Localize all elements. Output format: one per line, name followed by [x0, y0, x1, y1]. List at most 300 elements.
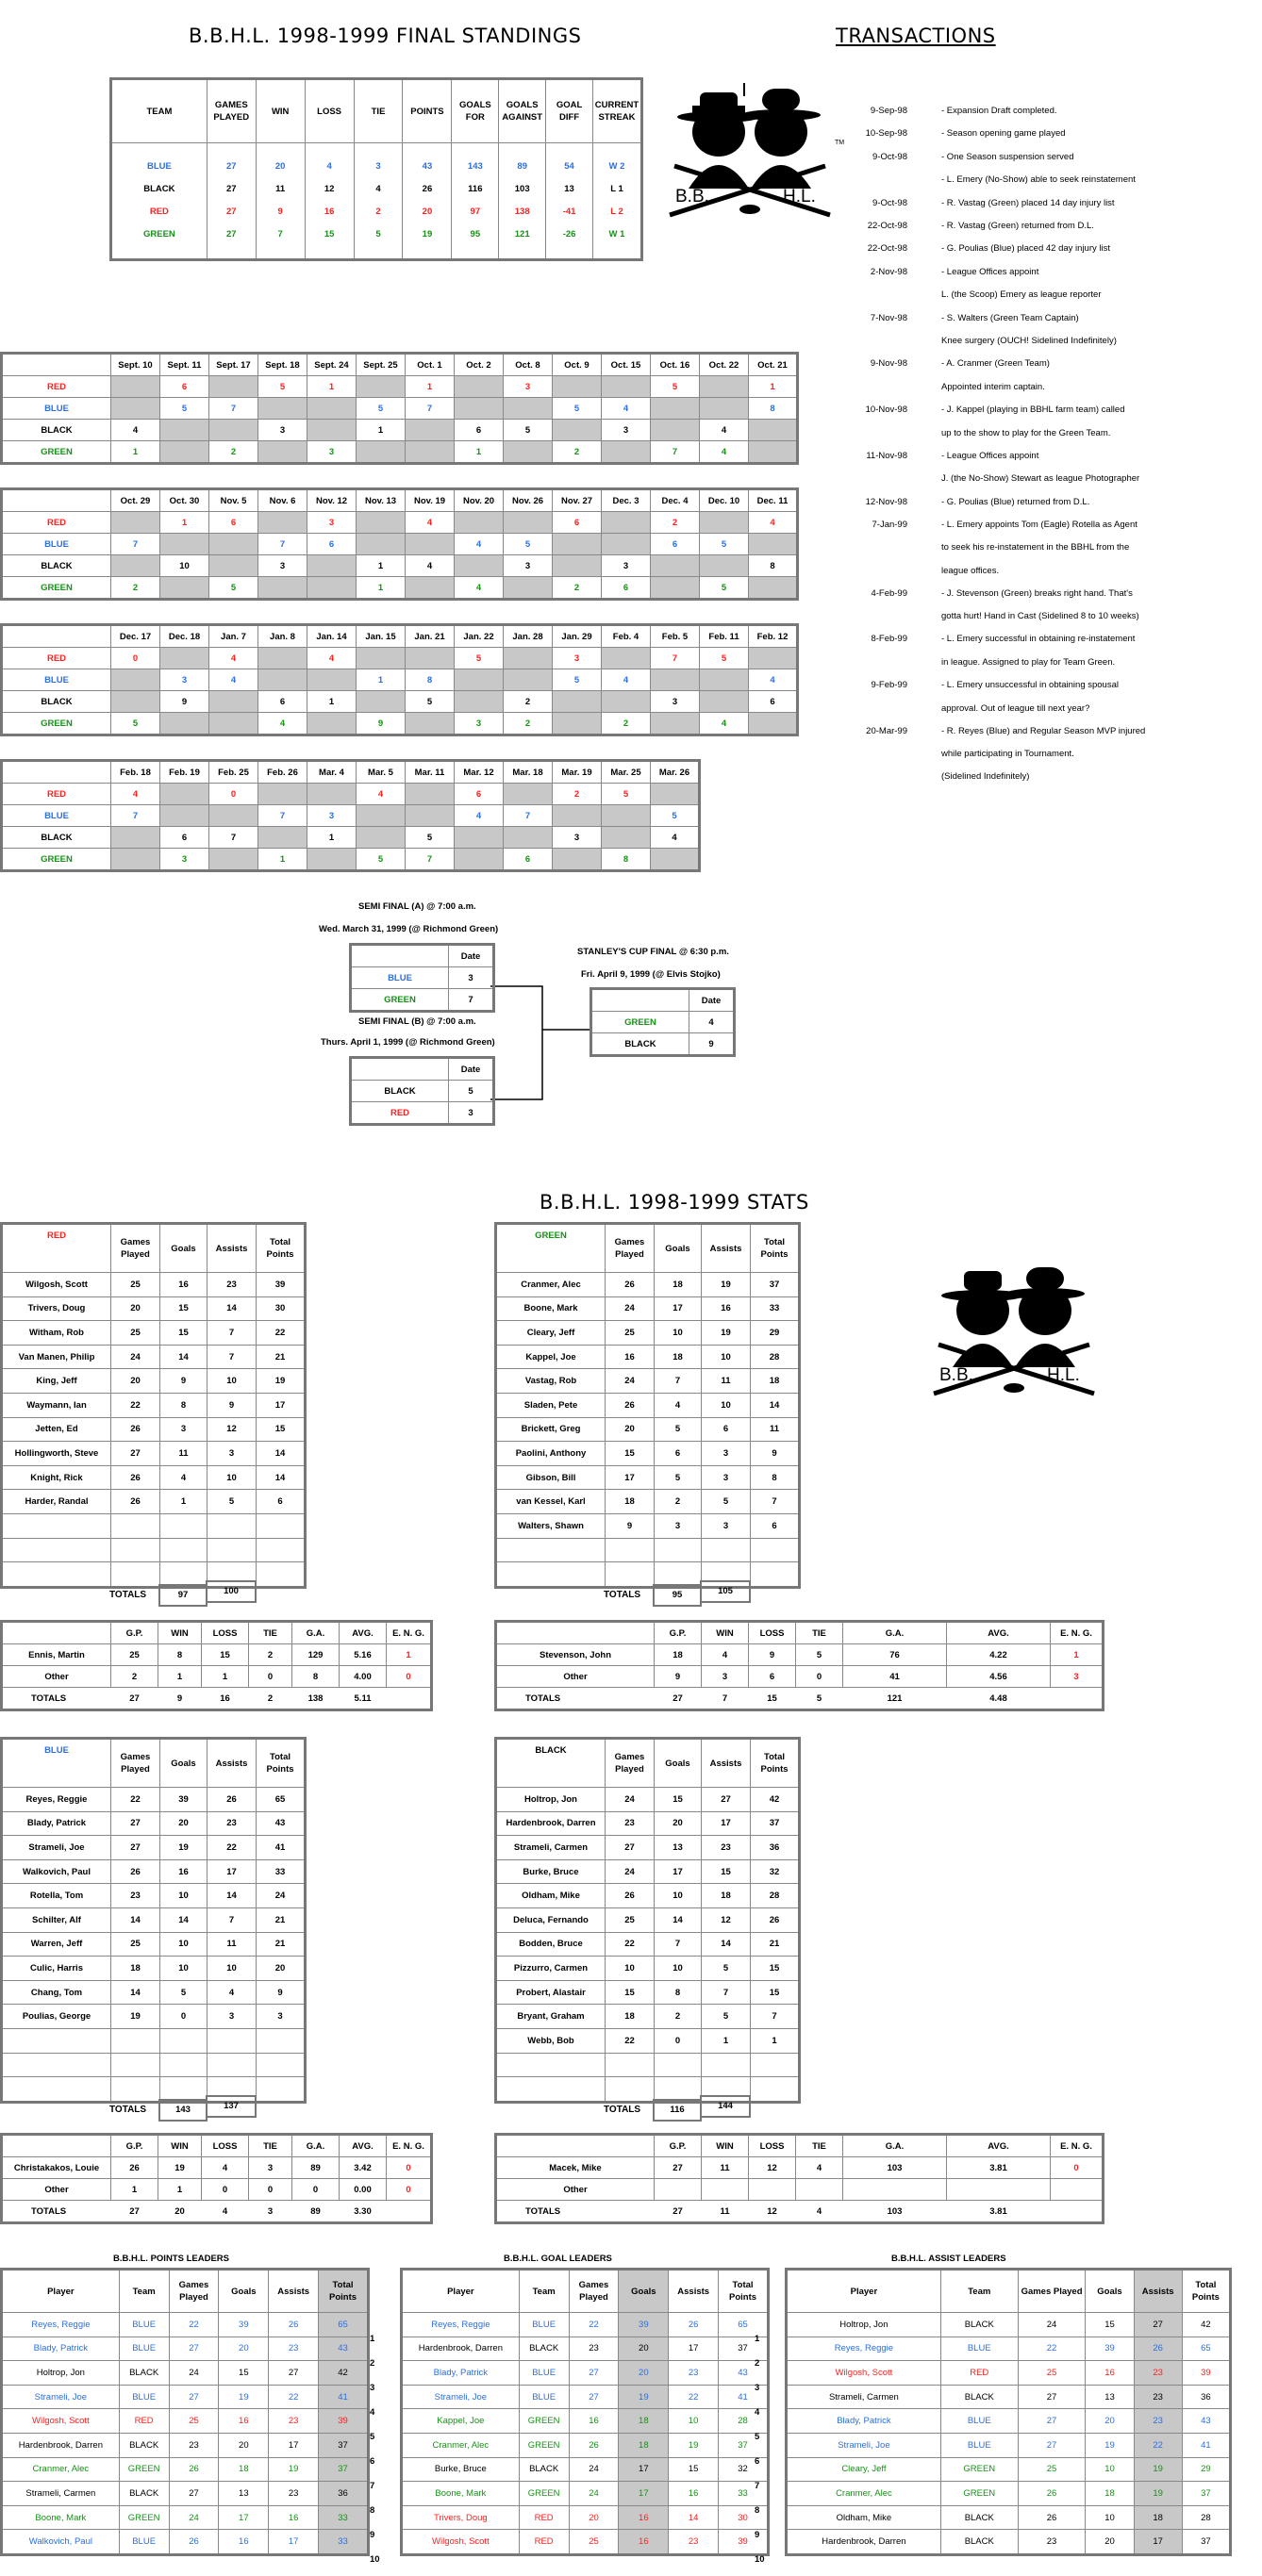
schedule-score: [651, 784, 700, 805]
schedule-score: [455, 398, 504, 420]
schedule-block: [0, 352, 799, 465]
standings-value: 43: [403, 155, 452, 177]
schedule-score: [111, 555, 160, 577]
leader-value: 16: [269, 2505, 319, 2530]
leader-value: 17: [269, 2530, 319, 2555]
schedule-score: 0: [111, 648, 160, 669]
transaction-text: - L. Emery (No-Show) able to seek reinstatement: [941, 174, 1136, 186]
team-stats-name: GREEN: [496, 1224, 606, 1273]
schedule-score: 5: [553, 398, 602, 420]
schedule-score: [357, 648, 406, 669]
leaders-header: Assists: [669, 2270, 719, 2313]
player-stat: 10: [606, 1957, 655, 1981]
schedule-score: [406, 648, 455, 669]
schedule-score: 4: [700, 441, 749, 464]
player-stat: 7: [702, 1980, 751, 2005]
player-stat: 17: [208, 1859, 257, 1884]
goalie-total: 7: [722, 1693, 728, 1704]
schedule-score: [504, 827, 553, 849]
player-stat: 24: [606, 1369, 655, 1394]
player-stat: [257, 2053, 306, 2077]
schedule-score: 6: [651, 534, 700, 555]
player-stat: 21: [257, 1345, 306, 1369]
leader-value: BLACK: [519, 2337, 569, 2361]
schedule-score: 4: [307, 648, 357, 669]
leader-value: 20: [219, 2433, 269, 2457]
leader-value: 43: [319, 2337, 369, 2361]
player-stat: 28: [751, 1345, 800, 1369]
schedule-score: [258, 827, 307, 849]
player-stat: 22: [606, 2028, 655, 2053]
leader-value: Hardenbrook, Darren: [787, 2530, 941, 2555]
player-stat: [606, 1562, 655, 1588]
leader-value: 65: [1182, 2337, 1230, 2361]
schedule-date: Nov. 19: [406, 489, 455, 512]
schedule-score: [307, 784, 357, 805]
team-stats-header: Assists: [702, 1224, 751, 1273]
player-stat: [751, 2053, 800, 2077]
leader-value: 42: [1182, 2313, 1230, 2337]
transaction-text: Appointed interim captain.: [941, 381, 1045, 392]
team-name: RED: [111, 200, 208, 223]
rank-number: 1: [370, 2334, 375, 2344]
player-stat: 18: [111, 1957, 160, 1981]
goalie-header: E. N. G.: [1051, 1622, 1104, 1644]
schedule-date: Oct. 30: [160, 489, 209, 512]
schedule-score: 5: [455, 648, 504, 669]
goalie-header: TIE: [796, 1622, 843, 1644]
goalie-stat: [796, 2179, 843, 2201]
schedule-score: 6: [160, 827, 209, 849]
player-stat: 16: [702, 1296, 751, 1321]
player-stat: 18: [655, 1345, 702, 1369]
league-logo-stats: [915, 1254, 1113, 1405]
schedule-score: 8: [602, 849, 651, 871]
transaction-date: 9-Oct-98: [872, 197, 907, 208]
schedule-block: [0, 759, 701, 872]
playoff-team: BLACK: [591, 1033, 689, 1056]
schedule-score: 4: [749, 512, 798, 534]
schedule-score: [209, 420, 258, 441]
player-stat: 21: [257, 1907, 306, 1932]
schedule-score: 4: [749, 669, 798, 691]
leader-value: 27: [1018, 2409, 1086, 2434]
player-stat: 16: [606, 1345, 655, 1369]
goalie-total: TOTALS: [31, 1693, 67, 1704]
transaction-text: (Sidelined Indefinitely): [941, 771, 1030, 783]
schedule-score: 2: [209, 441, 258, 464]
player-stat: 10: [655, 1884, 702, 1908]
leader-value: 22: [169, 2313, 219, 2337]
goalie-total: 4.48: [989, 1693, 1007, 1704]
totals-assists: 100: [206, 1580, 257, 1603]
schedule-date: Sept. 18: [258, 354, 307, 376]
player-stat: 3: [257, 2005, 306, 2029]
schedule-score: [602, 827, 651, 849]
spacer: [305, 245, 354, 260]
goalie-header: G.A.: [843, 1622, 947, 1644]
leader-value: GREEN: [519, 2433, 569, 2457]
leader-value: Blady, Patrick: [2, 2337, 120, 2361]
player-stat: [2, 2077, 111, 2103]
player-stat: Schilter, Alf: [2, 1907, 111, 1932]
player-stat: Jetten, Ed: [2, 1417, 111, 1442]
spacer: [546, 143, 593, 156]
standings-row: [111, 155, 642, 177]
transaction-date: 20-Mar-99: [866, 726, 907, 736]
rank-number: 2: [370, 2358, 375, 2369]
player-stat: 3: [160, 1417, 208, 1442]
spacer: [499, 143, 546, 156]
schedule-score: 3: [160, 849, 209, 871]
schedule-score: 4: [111, 420, 160, 441]
schedule-score: [602, 512, 651, 534]
player-stat: [606, 1538, 655, 1562]
playoff-score: 7: [449, 989, 494, 1012]
schedule-score: 5: [504, 420, 553, 441]
player-stat: Hardenbrook, Darren: [496, 1811, 606, 1836]
schedule-score: 7: [504, 805, 553, 827]
player-stat: [111, 1538, 160, 1562]
goalie-stat: 0: [387, 2179, 432, 2201]
goalie-total: 103: [887, 2205, 903, 2217]
goalie-stat: 19: [158, 2157, 202, 2179]
standings-value: 7: [256, 223, 305, 245]
player-stat: [496, 2077, 606, 2103]
leader-row: [787, 2530, 1231, 2555]
schedule-score: 5: [700, 534, 749, 555]
leader-value: 26: [1018, 2505, 1086, 2530]
goalie-stat: Ennis, Martin: [2, 1644, 111, 1666]
leader-value: 17: [219, 2505, 269, 2530]
player-stat: 8: [655, 1980, 702, 2005]
goalie-stat: 41: [843, 1666, 947, 1688]
leader-row: [2, 2530, 369, 2555]
player-stat: 25: [111, 1932, 160, 1957]
goalie-stat: 1: [158, 2179, 202, 2201]
schedule-date: Mar. 11: [406, 761, 455, 784]
player-stat: Deluca, Fernando: [496, 1907, 606, 1932]
player-stat: Waymann, Ian: [2, 1393, 111, 1417]
leader-value: 19: [269, 2457, 319, 2482]
team-name: GREEN: [111, 223, 208, 245]
player-stat: 11: [160, 1442, 208, 1466]
leader-value: 16: [619, 2505, 669, 2530]
leader-value: 43: [1182, 2409, 1230, 2434]
team-stats-header: Total Points: [751, 1224, 800, 1273]
player-stat: [702, 1538, 751, 1562]
schedule-score: 6: [307, 534, 357, 555]
leader-value: 25: [1018, 2361, 1086, 2386]
schedule-score: [553, 849, 602, 871]
schedule-score: 5: [111, 713, 160, 735]
goalie-header: LOSS: [749, 2135, 796, 2157]
standings-value: 12: [305, 177, 354, 200]
leader-value: 27: [169, 2337, 219, 2361]
transaction-date: 8-Feb-99: [871, 634, 907, 645]
leader-row: [2, 2361, 369, 2386]
schedule-score: 5: [406, 827, 455, 849]
player-stat: [2, 1562, 111, 1588]
schedule-score: [258, 784, 307, 805]
goalie-total: 27: [673, 2205, 683, 2217]
player-stat: 18: [751, 1369, 800, 1394]
totals-goals: 95: [653, 1584, 702, 1607]
leader-value: 19: [1134, 2457, 1182, 2482]
player-stat: 14: [111, 1907, 160, 1932]
goalie-stat: Other: [2, 2179, 111, 2201]
totals-label: TOTALS: [109, 2105, 147, 2115]
schedule-score: 8: [749, 398, 798, 420]
schedule-score: 5: [258, 376, 307, 398]
schedule-team: BLACK: [2, 555, 111, 577]
leaders-header: Assists: [269, 2270, 319, 2313]
player-stat: 15: [655, 1788, 702, 1812]
schedule-score: [258, 577, 307, 600]
schedule-team: BLUE: [2, 534, 111, 555]
leader-value: 23: [569, 2337, 619, 2361]
schedule-date: Jan. 21: [406, 625, 455, 648]
semi-final-a-box: [349, 943, 495, 1013]
player-stat: 5: [655, 1417, 702, 1442]
schedule-score: [111, 691, 160, 713]
schedule-score: 7: [651, 648, 700, 669]
goalie-stat: 9: [655, 1666, 702, 1688]
schedule-score: [111, 849, 160, 871]
date-header: Date: [449, 945, 494, 967]
player-stat: 17: [655, 1859, 702, 1884]
totals-label: TOTALS: [604, 2105, 641, 2115]
leader-row: [2, 2457, 369, 2482]
player-stat: 12: [702, 1907, 751, 1932]
schedule-score: [160, 648, 209, 669]
standings-value: 121: [499, 223, 546, 245]
svg-text:H.L.: H.L.: [783, 187, 816, 206]
player-stat: 21: [751, 1932, 800, 1957]
goalie-total: 5.11: [354, 1693, 372, 1704]
schedule-score: [111, 512, 160, 534]
goalie-total: TOTALS: [525, 2205, 561, 2217]
schedule-score: [700, 512, 749, 534]
schedule-score: [258, 398, 307, 420]
schedule-score: [651, 669, 700, 691]
schedule-score: 6: [504, 849, 553, 871]
leader-value: BLUE: [119, 2337, 169, 2361]
leader-value: 22: [269, 2385, 319, 2409]
goalie-stat: 8: [292, 1666, 340, 1688]
transaction-date: 4-Feb-99: [871, 588, 907, 599]
player-stat: 8: [160, 1393, 208, 1417]
player-stat: 26: [208, 1788, 257, 1812]
schedule-score: [455, 512, 504, 534]
leader-value: 23: [1134, 2409, 1182, 2434]
leader-value: Walkovich, Paul: [2, 2530, 120, 2555]
player-stat: [208, 2028, 257, 2053]
leader-value: 39: [1182, 2361, 1230, 2386]
goalie-stat: 15: [202, 1644, 249, 1666]
player-stat: Boone, Mark: [496, 1296, 606, 1321]
schedule-score: 3: [602, 555, 651, 577]
leader-value: 19: [1086, 2433, 1134, 2457]
goalie-total: [1051, 2201, 1104, 2223]
player-stat: [160, 2028, 208, 2053]
player-stat: [257, 1538, 306, 1562]
player-stat: [160, 1513, 208, 1538]
leader-value: RED: [119, 2409, 169, 2434]
schedule-score: [749, 441, 798, 464]
schedule-score: 4: [602, 398, 651, 420]
player-stat: 4: [160, 1465, 208, 1490]
leader-value: Kappel, Joe: [402, 2409, 520, 2434]
player-stat: Strameli, Joe: [2, 1836, 111, 1860]
goalie-stat: Macek, Mike: [496, 2157, 655, 2179]
leader-value: BLACK: [119, 2433, 169, 2457]
leader-row: [2, 2409, 369, 2434]
player-stat: 18: [606, 1490, 655, 1514]
goalie-stat: 1: [387, 1644, 432, 1666]
goalie-stat: 89: [292, 2157, 340, 2179]
schedule-score: [357, 827, 406, 849]
corner-cell: [2, 489, 111, 512]
schedule-date: Nov. 27: [553, 489, 602, 512]
schedule-score: 5: [602, 784, 651, 805]
schedule-score: 1: [357, 420, 406, 441]
schedule-score: [504, 398, 553, 420]
leader-row: [787, 2457, 1231, 2482]
player-stat: 3: [702, 1465, 751, 1490]
schedule-score: 7: [258, 805, 307, 827]
schedule-score: 6: [160, 376, 209, 398]
schedule-score: 1: [160, 512, 209, 534]
schedule-score: 4: [209, 669, 258, 691]
player-stat: Van Manen, Philip: [2, 1345, 111, 1369]
playoff-team: BLACK: [351, 1081, 449, 1102]
leader-row: [402, 2313, 769, 2337]
transaction-text: - J. Stevenson (Green) breaks right hand. That's: [941, 588, 1133, 599]
schedule-score: 5: [357, 849, 406, 871]
player-stat: 14: [111, 1980, 160, 2005]
schedule-date: Oct. 22: [700, 354, 749, 376]
schedule-score: [504, 648, 553, 669]
rank-number: 4: [370, 2407, 375, 2418]
schedule-date: Feb. 4: [602, 625, 651, 648]
player-stat: 32: [751, 1859, 800, 1884]
schedule-score: [455, 376, 504, 398]
leader-value: 18: [1086, 2482, 1134, 2506]
leader-value: BLACK: [940, 2385, 1018, 2409]
player-stat: Harder, Randal: [2, 1490, 111, 1514]
schedule-date: Mar. 4: [307, 761, 357, 784]
player-stat: Blady, Patrick: [2, 1811, 111, 1836]
player-stat: 5: [208, 1490, 257, 1514]
player-stat: 26: [111, 1417, 160, 1442]
player-stat: Gibson, Bill: [496, 1465, 606, 1490]
goalie-total: 2: [267, 1693, 274, 1704]
leader-value: 16: [1086, 2361, 1134, 2386]
schedule-score: 8: [749, 555, 798, 577]
transaction-text: - L. Emery appoints Tom (Eagle) Rotella as Agent: [941, 520, 1137, 531]
player-stat: Chang, Tom: [2, 1980, 111, 2005]
schedule-score: [406, 577, 455, 600]
transaction-text: J. (the No-Show) Stewart as league Photographer: [941, 473, 1140, 485]
goalie-header: LOSS: [202, 1622, 249, 1644]
goalie-stat: 1: [202, 1666, 249, 1688]
schedule-score: [749, 420, 798, 441]
team-stats-name: BLACK: [496, 1739, 606, 1788]
leader-value: 23: [269, 2409, 319, 2434]
points-leaders-table: [0, 2268, 370, 2556]
schedule-date: Dec. 4: [651, 489, 700, 512]
player-stat: 18: [655, 1273, 702, 1297]
standings-value: 27: [207, 177, 256, 200]
player-stat: 0: [160, 2005, 208, 2029]
player-stat: 6: [751, 1513, 800, 1538]
standings-row: [111, 223, 642, 245]
goalie-total: 4: [816, 2205, 822, 2217]
schedule-date: Jan. 7: [209, 625, 258, 648]
blank-cell: [496, 2135, 655, 2157]
schedule-score: 5: [504, 534, 553, 555]
leader-value: BLACK: [119, 2482, 169, 2506]
goalie-stat: 3.42: [340, 2157, 387, 2179]
leader-value: 27: [569, 2385, 619, 2409]
standings-value: W 1: [592, 223, 641, 245]
player-stat: [496, 1538, 606, 1562]
schedule-date: Jan. 22: [455, 625, 504, 648]
goalie-stat: 103: [843, 2157, 947, 2179]
player-stat: 18: [606, 2005, 655, 2029]
standings-value: 15: [305, 223, 354, 245]
transaction-date: 10-Sep-98: [865, 128, 907, 140]
schedule-team: RED: [2, 512, 111, 534]
standings-value: 9: [256, 200, 305, 223]
player-stat: 42: [751, 1788, 800, 1812]
blank-cell: [2, 2135, 111, 2157]
leader-value: 39: [319, 2409, 369, 2434]
player-stat: 15: [257, 1417, 306, 1442]
leader-value: 27: [169, 2385, 219, 2409]
player-stat: 19: [702, 1321, 751, 1346]
schedule-score: [602, 805, 651, 827]
standings-header: GOALS AGAINST: [499, 79, 546, 143]
schedule-score: [700, 376, 749, 398]
leader-value: GREEN: [940, 2457, 1018, 2482]
transaction-date: 7-Nov-98: [870, 312, 907, 323]
leader-row: [2, 2433, 369, 2457]
goalie-total: [1051, 1688, 1104, 1710]
player-stat: 28: [751, 1884, 800, 1908]
player-stat: 3: [208, 2005, 257, 2029]
leader-value: 20: [219, 2337, 269, 2361]
player-stat: 14: [160, 1345, 208, 1369]
leader-value: 23: [669, 2530, 719, 2555]
transaction-date: 9-Feb-99: [871, 680, 907, 691]
spacer: [592, 245, 641, 260]
schedule-score: [651, 555, 700, 577]
standings-row: [111, 177, 642, 200]
leader-value: 15: [219, 2361, 269, 2386]
date-header: Date: [689, 989, 735, 1012]
player-stat: Webb, Bob: [496, 2028, 606, 2053]
goalie-stat: 2: [249, 1644, 292, 1666]
goalie-stat: Other: [2, 1666, 111, 1688]
schedule-score: 3: [504, 555, 553, 577]
schedule-date: Dec. 11: [749, 489, 798, 512]
goalie-header: TIE: [796, 2135, 843, 2157]
leader-value: 33: [719, 2482, 769, 2506]
leader-value: 20: [1086, 2409, 1134, 2434]
player-stat: 26: [751, 1907, 800, 1932]
